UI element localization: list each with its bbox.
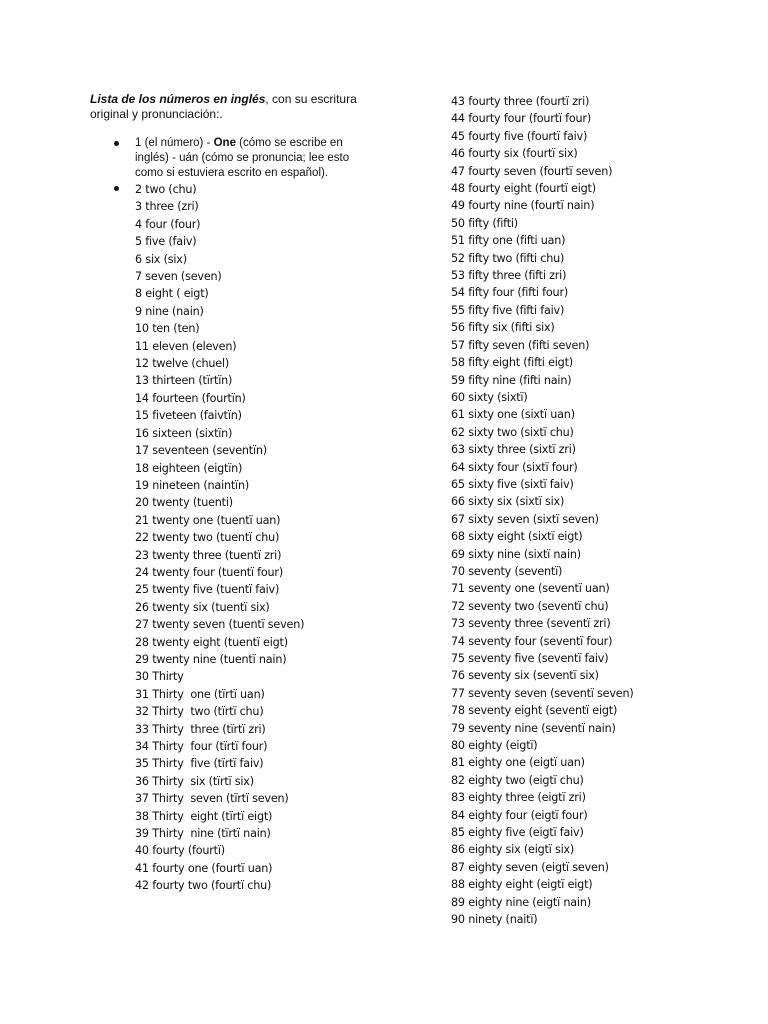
number-line: 53 fifty three (fifti zri)	[451, 269, 567, 283]
number-line: 75 seventy five (seventï faiv)	[451, 652, 609, 665]
number-line: 66 sixty six (sixtï six)	[451, 495, 565, 509]
number-line: 15 fiveteen (faivtïn)	[135, 409, 242, 423]
number-line: 22 twenty two (tuentï chu)	[135, 531, 280, 545]
number-line: 2 two (chu)	[135, 183, 197, 196]
number-line: 16 sixteen (sixtïn)	[135, 426, 233, 440]
number-line: 19 nineteen (naintïn)	[135, 478, 250, 492]
number-line: 60 sixty (sixtï)	[451, 390, 528, 404]
bullet-icon	[114, 186, 119, 191]
number-line: 89 eighty nine (eigtï nain)	[451, 895, 591, 909]
left-number-lines	[135, 181, 360, 895]
number-line: 57 fifty seven (fifti seven)	[451, 338, 590, 352]
number-line: 11 eleven (eleven)	[135, 339, 237, 353]
number-line: 65 sixty five (sixtï faiv)	[451, 477, 574, 491]
number-line: 8 eight ( eigt)	[135, 287, 209, 301]
right-column	[451, 93, 751, 929]
number-line: 21 twenty one (tuentï uan)	[135, 513, 281, 527]
number-line: 39 Thirty nine (tïrtï nain)	[135, 827, 271, 841]
number-line: 86 eighty six (eigtï six)	[451, 843, 575, 857]
number-line: 43 fourty three (fourtï zri)	[451, 95, 590, 108]
number-line: 81 eighty one (eigtï uan)	[451, 756, 585, 770]
number-line: 82 eighty two (eigtï chu)	[451, 773, 584, 787]
number-line: 34 Thirty four (tïrtï four)	[135, 740, 268, 753]
number-line: 9 nine (nain)	[135, 304, 204, 318]
number-line: 78 seventy eight (seventï eigt)	[451, 704, 618, 718]
number-line: 44 fourty four (fourtï four)	[451, 112, 591, 126]
number-line: 25 twenty five (tuentï faiv)	[135, 583, 280, 597]
number-line: 20 twenty (tuenti)	[135, 496, 233, 510]
number-line: 50 fifty (fifti)	[451, 216, 518, 230]
number-line: 45 fourty five (fourtï faiv)	[451, 129, 588, 143]
intro-paragraph	[90, 92, 360, 122]
number-line: 71 seventy one (seventï uan)	[451, 582, 610, 596]
number-line: 26 twenty six (tuentï six)	[135, 600, 270, 614]
number-line: 48 fourty eight (fourtï eigt)	[451, 182, 596, 196]
number-line: 67 sixty seven (sixtï seven)	[451, 512, 599, 526]
number-line: 13 thirteen (tïrtïn)	[135, 374, 233, 388]
number-line: 10 ten (ten)	[135, 322, 200, 336]
number-line: 37 Thirty seven (tïrtï seven)	[135, 792, 289, 806]
number-line: 47 fourty seven (fourtï seven)	[451, 164, 613, 178]
number-line: 56 fifty six (fifti six)	[451, 321, 555, 335]
number-line: 90 ninety (naitï)	[451, 913, 538, 927]
number-line: 72 seventy two (seventï chu)	[451, 599, 609, 613]
number-line: 29 twenty nine (tuentï nain)	[135, 652, 287, 666]
number-line: 42 fourty two (fourtï chu)	[135, 879, 272, 893]
number-line: 69 sixty nine (sixtï nain)	[451, 547, 581, 561]
number-line: 30 Thirty	[135, 670, 184, 684]
number-line: 83 eighty three (eigtï zri)	[451, 791, 586, 805]
number-line: 58 fifty eight (fifti eigt)	[451, 356, 573, 370]
number-line: 79 seventy nine (seventï nain)	[451, 721, 616, 735]
number-line: 31 Thirty one (tïrtï uan)	[135, 687, 265, 701]
number-line: 40 fourty (fourtï)	[135, 844, 225, 858]
list-item-numbers	[90, 181, 360, 895]
number-line: 77 seventy seven (seventï seven)	[451, 686, 634, 700]
number-line: 64 sixty four (sixtï four)	[451, 460, 578, 474]
number-line: 70 seventy (seventï)	[451, 564, 563, 578]
number-line: 68 sixty eight (sixtï eigt)	[451, 530, 583, 544]
number-line: 87 eighty seven (eigtï seven)	[451, 860, 609, 874]
number-line: 38 Thirty eight (tïrtï eigt)	[135, 809, 273, 823]
number-line: 61 sixty one (sixtï uan)	[451, 408, 575, 422]
number-line: 73 seventy three (seventï zri)	[451, 617, 611, 631]
intro-rest: , con su escritura original y pronunciación:.	[90, 92, 357, 121]
number-line: 55 fifty five (fifti faiv)	[451, 303, 565, 317]
number-line: 24 twenty four (tuentï four)	[135, 565, 283, 579]
number-line: 46 fourty six (fourtï six)	[451, 147, 578, 161]
number-line: 62 sixty two (sixtï chu)	[451, 425, 574, 439]
bullet-icon	[114, 141, 119, 146]
number-line: 52 fifty two (fifti chu)	[451, 251, 565, 265]
number-line: 17 seventeen (seventïn)	[135, 444, 267, 458]
number-line: 23 twenty three (tuentï zri)	[135, 548, 282, 562]
number-line: 14 fourteen (fourtïn)	[135, 391, 246, 405]
number-line: 84 eighty four (eigtï four)	[451, 808, 588, 822]
number-line: 33 Thirty three (tïrtï zri)	[135, 722, 266, 736]
number-line: 12 twelve (chuel)	[135, 357, 230, 371]
number-line: 6 six (six)	[135, 252, 187, 266]
list-item-one	[90, 136, 360, 181]
number-line: 28 twenty eight (tuentï eigt)	[135, 635, 288, 649]
intro-title: Lista de los números en inglés	[90, 92, 266, 106]
right-number-lines	[451, 93, 751, 929]
number-line: 3 three (zri)	[135, 200, 199, 214]
number-line: 85 eighty five (eigtï faiv)	[451, 826, 584, 840]
number-line: 41 fourty one (fourtï uan)	[135, 861, 273, 875]
number-line: 32 Thirty two (tïrtï chu)	[135, 705, 264, 719]
number-line: 36 Thirty six (tïrtï six)	[135, 774, 254, 788]
number-line: 18 eighteen (eigtïn)	[135, 461, 243, 475]
numbers-list	[90, 136, 360, 895]
number-line: 51 fifty one (fifti uan)	[451, 234, 566, 248]
number-line: 74 seventy four (seventï four)	[451, 634, 613, 648]
first-item-word: One	[213, 137, 236, 149]
number-line: 54 fifty four (fifti four)	[451, 286, 569, 300]
number-line: 63 sixty three (sixtï zri)	[451, 443, 576, 457]
left-column	[90, 92, 360, 895]
number-line: 59 fifty nine (fifti nain)	[451, 373, 572, 387]
number-line: 7 seven (seven)	[135, 270, 222, 284]
number-line: 4 four (four)	[135, 217, 201, 231]
number-line: 49 fourty nine (fourtï nain)	[451, 199, 595, 213]
number-line: 80 eighty (eigtï)	[451, 739, 538, 753]
first-item-rest: (cómo se escribe en inglés) - uán (cómo se pronuncia; lee esto como si estuviera escrito en español).	[135, 137, 350, 179]
first-number-description	[135, 136, 365, 181]
first-item-prefix: 1 (el número) -	[135, 137, 214, 149]
number-line: 27 twenty seven (tuentï seven)	[135, 618, 305, 632]
number-line: 5 five (faiv)	[135, 235, 197, 249]
number-line: 88 eighty eight (eigtï eigt)	[451, 878, 593, 892]
number-line: 35 Thirty five (tïrtï faiv)	[135, 757, 264, 771]
number-line: 76 seventy six (seventï six)	[451, 669, 599, 683]
